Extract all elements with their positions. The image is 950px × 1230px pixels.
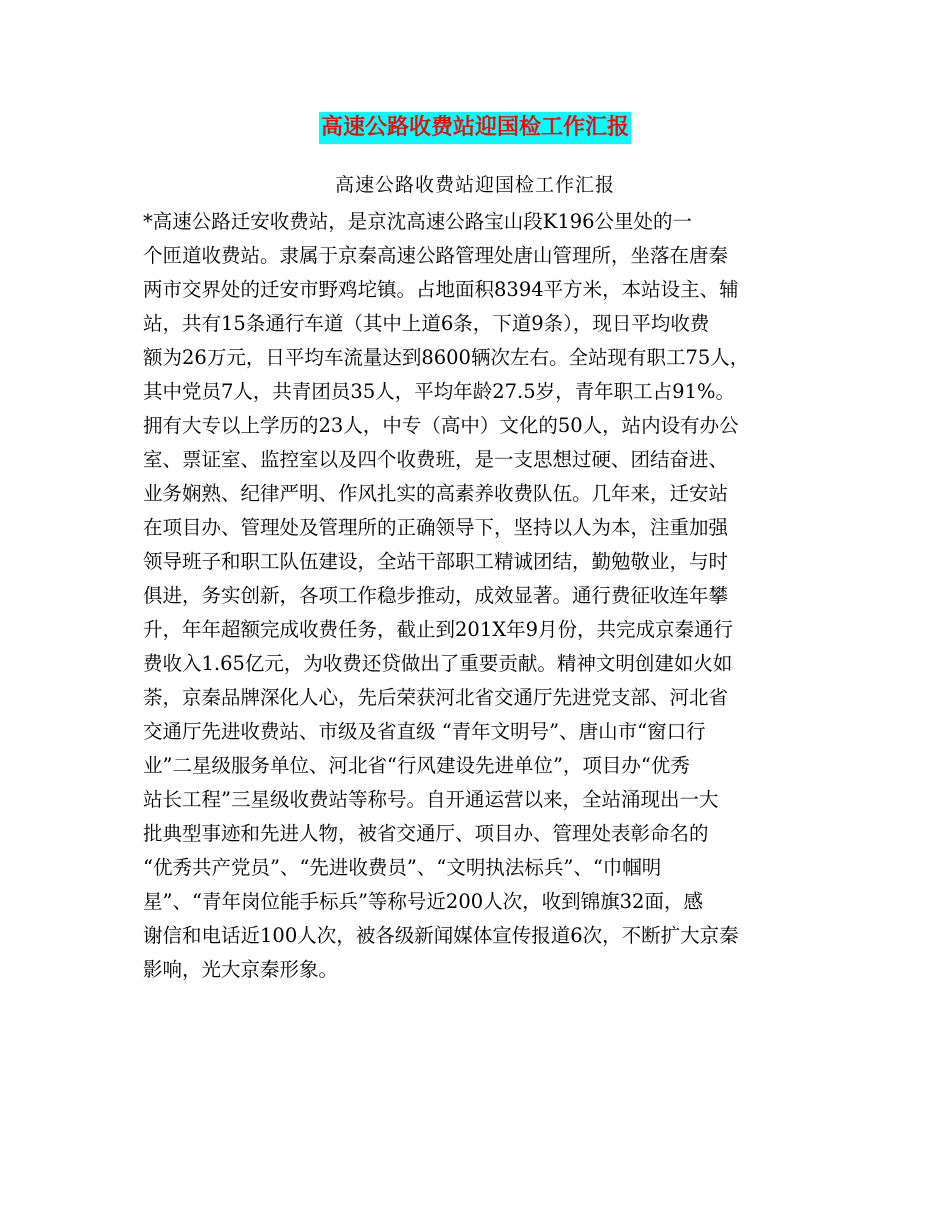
- body-line: “优秀共产党员”、“先进收费员”、“文明执法标兵”、“巾帼明: [143, 856, 662, 879]
- body-line: 升，年年超额完成收费任务，截止到201X年9月份，共完成京秦通行: [143, 618, 734, 641]
- body-line: 业务娴熟、纪律严明、作风扎实的高素养收费队伍。几年来，迁安站: [143, 482, 729, 505]
- body-line: 费收入1.65亿元，为收费还贷做出了重要贡献。精神文明创建如火如: [143, 652, 733, 675]
- body-line: 在项目办、管理处及管理所的正确领导下，坚持以人为本，注重加强: [143, 516, 729, 539]
- body-line: 其中党员7人，共青团员35人，平均年龄27.5岁，青年职工占91%。: [143, 380, 735, 403]
- body-line: 影响，光大京秦形象。: [143, 958, 339, 981]
- body-line: 室、票证室、监控室以及四个收费班，是一支思想过硬、团结奋进、: [143, 448, 729, 471]
- body-line: 星”、“青年岗位能手标兵”等称号近200人次，收到锦旗32面，感: [143, 890, 703, 913]
- body-text: [143, 205, 823, 987]
- document-subtitle: 高速公路收费站迎国检工作汇报: [334, 174, 615, 196]
- body-line: 个匝道收费站。隶属于京秦高速公路管理处唐山管理所，坐落在唐秦: [143, 244, 729, 267]
- body-line: 两市交界处的迁安市野鸡坨镇。占地面积8394平方米，本站设主、辅: [143, 278, 739, 301]
- body-line: *高速公路迁安收费站，是京沈高速公路宝山段K196公里处的一: [143, 210, 693, 233]
- title-container: [0, 112, 950, 144]
- body-line: 领导班子和职工队伍建设，全站干部职工精诚团结，勤勉敬业，与时: [143, 550, 729, 573]
- body-line: 俱进，务实创新，各项工作稳步推动，成效显著。通行费征收连年攀: [143, 584, 729, 607]
- body-line: 荼，京秦品牌深化人心，先后荣获河北省交通厅先进党支部、河北省: [143, 686, 729, 709]
- body-line: 额为26万元，日平均车流量达到8600辆次左右。全站现有职工75人，: [143, 346, 750, 369]
- body-line: 拥有大专以上学历的23人，中专（高中）文化的50人，站内设有办公: [143, 414, 739, 437]
- document-title: 高速公路收费站迎国检工作汇报: [319, 112, 631, 144]
- body-line: 站长工程”三星级收费站等称号。自开通运营以来，全站涌现出一大: [143, 788, 719, 811]
- body-line: 站，共有15条通行车道（其中上道6条，下道9条），现日平均收费: [143, 312, 710, 335]
- body-line: 业”二星级服务单位、河北省“行风建设先进单位”，项目办“优秀: [143, 754, 690, 777]
- body-line: 批典型事迹和先进人物，被省交通厅、项目办、管理处表彰命名的: [143, 822, 709, 845]
- body-line: 交通厅先进收费站、市级及省直级 “青年文明号”、唐山市“窗口行: [143, 720, 706, 743]
- body-line: 谢信和电话近100人次，被各级新闻媒体宣传报道6次，不断扩大京秦: [143, 924, 739, 947]
